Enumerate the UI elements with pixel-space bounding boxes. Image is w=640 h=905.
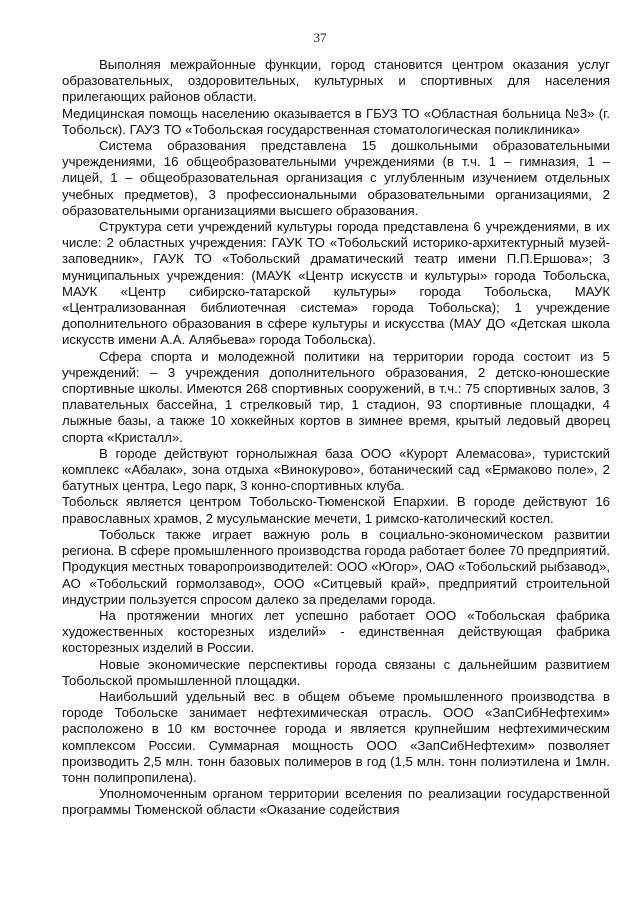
page-body [62, 57, 610, 819]
paragraph-bone-carving-factory: На протяжении многих лет успешно работает ООО «Тобольская фабрика художественных косторезных изделий» - единственная действующая фабрика косторезных изделий в России. [62, 607, 610, 656]
paragraph-economic-prospects: Новые экономические перспективы города связаны с дальнейшим развитием Тобольской промышленной площадки. [62, 656, 610, 688]
paragraph-industry: Тобольск также играет важную роль в социально-экономическом развитии региона. В сфере промышленного производства города работает более 70 предприятий. Продукция местных товаропроизводителей: ООО «Югор», ОАО «Тобольский рыбзавод», АО «Тобольский гормолзавод», ООО «Ситцевый край», предприятий строительной индустрии пользуется спросом далеко за пределами города. [62, 526, 610, 607]
page-number: 37 [313, 30, 327, 45]
paragraph-recreation: В городе действуют горнолыжная база ООО «Курорт Алемасова», туристский комплекс «Абалак», зона отдыха «Винокурово», ботанический сад «Ермаково поле», 2 батутных центра, Lego парк, 3 конно-спортивных клуба. [62, 445, 610, 494]
paragraph-authorized-body: Уполномоченным органом территории вселения по реализации государственной программы Тюменской области «Оказание содействия [62, 786, 610, 818]
paragraph-eparchy: Тобольск является центром Тобольско-Тюменской Епархии. В городе действуют 16 православных храмов, 2 мусульманские мечети, 1 римско-католический костел. [62, 494, 610, 526]
paragraph-medical-care: Медицинская помощь населению оказывается в ГБУЗ ТО «Областная больница №3» (г. Тобольск). ГАУЗ ТО «Тобольская государственная стоматологическая поликлиника» [62, 105, 610, 137]
paragraph-interdistrict-functions: Выполняя межрайонные функции, город становится центром оказания услуг образовательных, оздоровительных, культурных и спортивных для населения прилегающих районов области. [62, 57, 610, 105]
paragraph-culture-institutions: Структура сети учреждений культуры города представлена 6 учреждениями, в их числе: 2 областных учреждения: ГАУК ТО «Тобольский историко-архитектурный музей-заповедник», ГАУК ТО «Тобольский драматический театр имени П.П.Ершова»; 3 муниципальных учреждения: (МАУК «Центр искусств и культуры» города Тобольска, МАУК «Центр сибирско-татарской культуры» города Тобольска, МАУК «Централизованная библиотечная система» города Тобольска); 1 учреждение дополнительного образования в сфере культуры и искусства (МАУ ДО «Детская школа искусств имени А.А. Алябьева» города Тобольска). [62, 219, 610, 348]
paragraph-education-system: Система образования представлена 15 дошкольными образовательными учреждениями, 16 общеобразовательными учреждениями (в т.ч. 1 – гимназия, 1 – лицей, 1 – общеобразовательная организация с углубленным изучением отдельных учебных предметов), 3 профессиональными образовательными организациями, 2 образовательными организациями высшего образования. [62, 138, 610, 218]
paragraph-sports-youth: Сфера спорта и молодежной политики на территории города состоит из 5 учреждений: – 3 учреждения дополнительного образования, 2 детско-юношеские спортивные школы. Имеются 268 спортивных сооружений, в т.ч.: 75 спортивных залов, 3 плавательных бассейна, 1 стрелковый тир, 1 стадион, 93 спортивные площадки, 4 лыжные базы, а также 10 хоккейных кортов в зимнее время, крытый ледовый дворец спорта «Кристалл». [62, 348, 610, 445]
paragraph-petrochemical: Наибольший удельный вес в общем объеме промышленного производства в городе Тобольске занимает нефтехимическая отрасль. ООО «ЗапСибНефтехим» расположено в 10 км восточнее города и является крупнейшим нефтехимическим комплексом России. Суммарная мощность ООО «ЗапСибНефтехим» позволяет производить 2,5 млн. тонн базовых полимеров в год (1,5 млн. тонн полиэтилена и 1млн. тонн полипропилена). [62, 688, 610, 785]
